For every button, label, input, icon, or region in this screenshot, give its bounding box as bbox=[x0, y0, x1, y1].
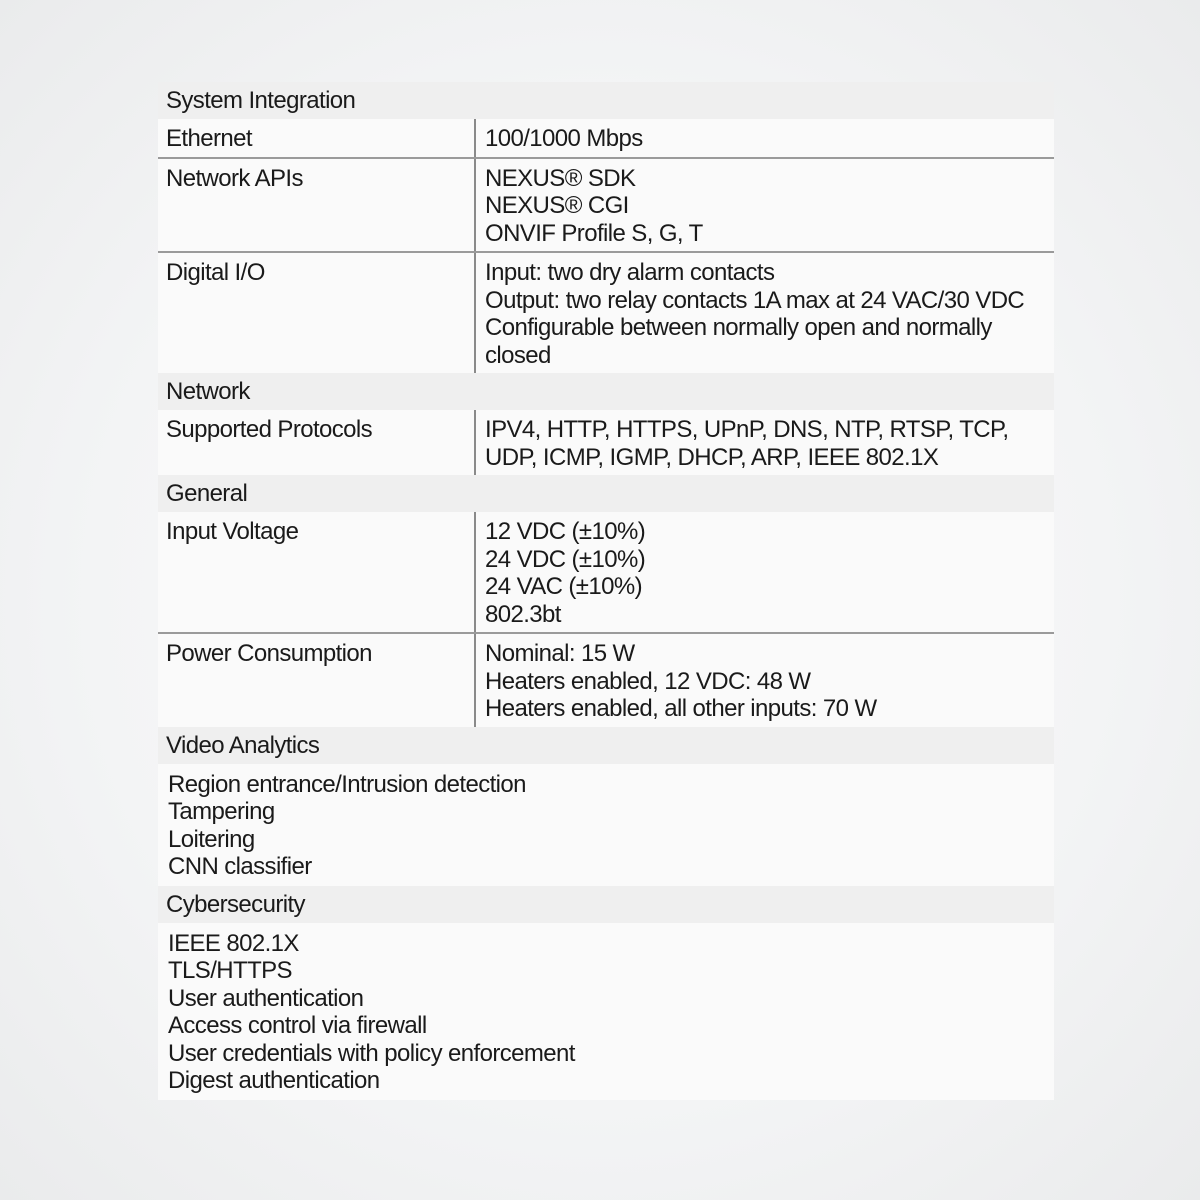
spec-value bbox=[476, 634, 1054, 727]
spec-value bbox=[476, 410, 1054, 475]
spec-row-ethernet bbox=[158, 119, 1054, 157]
spec-label: Network APIs bbox=[158, 159, 476, 252]
section-header-general: General bbox=[158, 475, 1054, 512]
spec-value bbox=[476, 512, 1054, 632]
spec-value-line: Heaters enabled, all other inputs: 70 W bbox=[485, 695, 877, 722]
spec-label: Digital I/O bbox=[158, 253, 476, 373]
spec-value-line: Heaters enabled, 12 VDC: 48 W bbox=[485, 667, 811, 695]
spec-label: Input Voltage bbox=[158, 512, 476, 632]
spec-row-supported-protocols bbox=[158, 410, 1054, 475]
list-item: Tampering bbox=[168, 798, 275, 825]
spec-value-line: IPV4, HTTP, HTTPS, UPnP, DNS, NTP, RTSP, TCP, UDP, ICMP, IGMP, DHCP, ARP, IEEE 802.1X bbox=[485, 416, 1009, 471]
spec-value-line: Output: two relay contacts 1A max at 24 VAC/30 VDC bbox=[485, 286, 1025, 314]
spec-row-network-apis bbox=[158, 157, 1054, 252]
list-item: TLS/HTTPS bbox=[168, 957, 292, 984]
list-item: Region entrance/Intrusion detection bbox=[168, 770, 526, 798]
list-item: User authentication bbox=[168, 984, 364, 1012]
spec-value-line: 24 VAC (±10%) bbox=[485, 573, 642, 600]
spec-label: Power Consumption bbox=[158, 634, 476, 727]
list-item: User credentials with policy enforcement bbox=[168, 1039, 575, 1067]
spec-value-line: 802.3bt bbox=[485, 600, 561, 628]
spec-value-line: 100/1000 Mbps bbox=[485, 125, 643, 152]
spec-value-line: Nominal: 15 W bbox=[485, 640, 635, 667]
spec-value-line: NEXUS® SDK bbox=[485, 164, 636, 192]
spec-value bbox=[476, 159, 1054, 252]
spec-value-line: Input: two dry alarm contacts bbox=[485, 259, 775, 286]
spec-row-digital-io bbox=[158, 251, 1054, 373]
spec-row-input-voltage bbox=[158, 512, 1054, 632]
spec-value-line: NEXUS® CGI bbox=[485, 192, 629, 219]
spec-row-power-consumption bbox=[158, 632, 1054, 727]
section-header-network: Network bbox=[158, 373, 1054, 410]
spec-label: Ethernet bbox=[158, 119, 476, 157]
list-item: CNN classifier bbox=[168, 853, 312, 880]
list-item: Digest authentication bbox=[168, 1067, 380, 1094]
list-item: IEEE 802.1X bbox=[168, 929, 299, 957]
list-item: Access control via firewall bbox=[168, 1012, 427, 1039]
section-header-video-analytics: Video Analytics bbox=[158, 727, 1054, 764]
section-header-system-integration: System Integration bbox=[158, 82, 1054, 119]
section-header-cybersecurity: Cybersecurity bbox=[158, 886, 1054, 923]
spec-value bbox=[476, 253, 1054, 373]
spec-value-line: Configurable between normally open and normally closed bbox=[485, 314, 992, 369]
spec-value-line: 12 VDC (±10%) bbox=[485, 518, 646, 545]
video-analytics-list bbox=[158, 764, 1054, 886]
spec-table bbox=[158, 82, 1054, 1100]
list-item: Loitering bbox=[168, 825, 255, 853]
cybersecurity-list bbox=[158, 923, 1054, 1100]
spec-label: Supported Protocols bbox=[158, 410, 476, 475]
spec-value-line: 24 VDC (±10%) bbox=[485, 545, 646, 573]
spec-value bbox=[476, 119, 1054, 157]
spec-value-line: ONVIF Profile S, G, T bbox=[485, 219, 703, 247]
